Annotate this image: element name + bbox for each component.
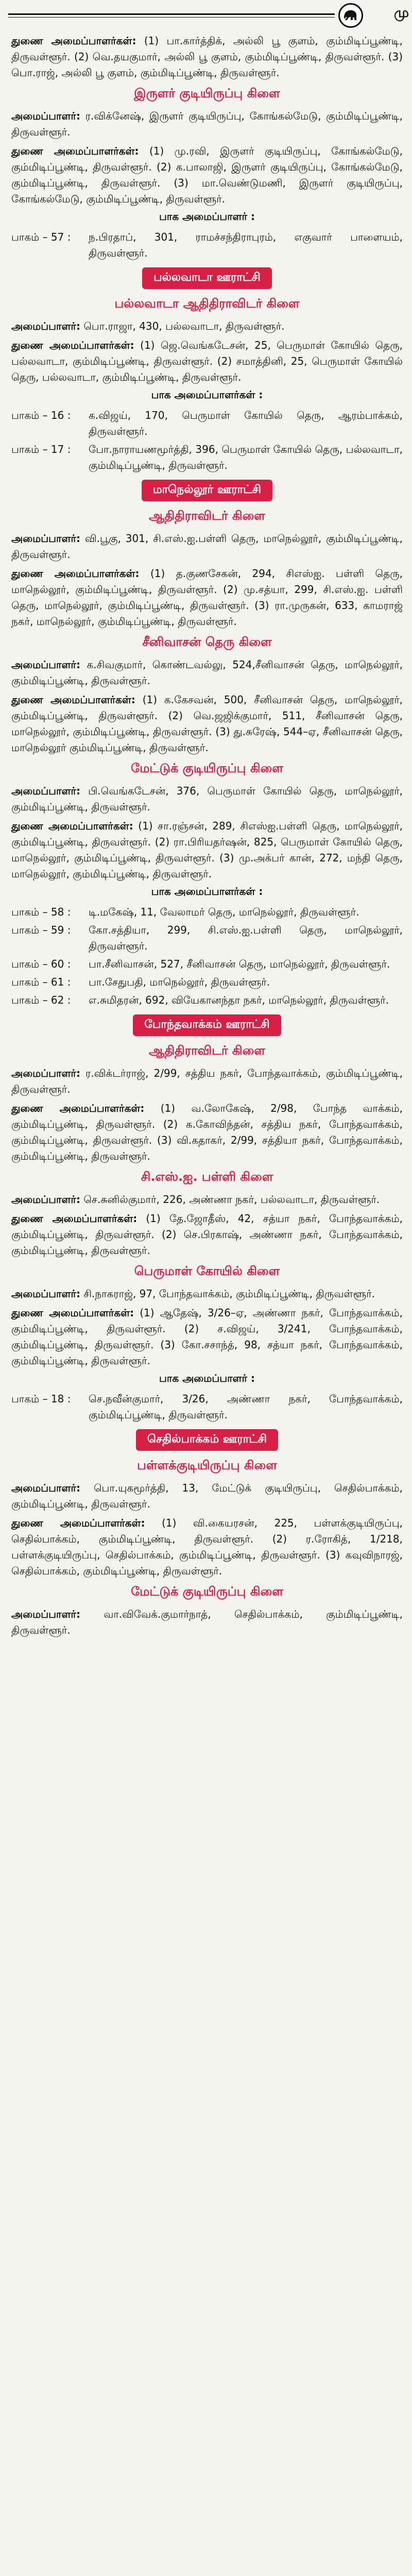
person-details: பொ.யுகமூர்த்தி, 13, மேட்டுக் குடியிருப்பு, செதில்பாக்கம், கும்மிடிப்பூண்டி, திருவள்ளூர்.: [11, 1482, 403, 1510]
person-entry: [11, 337, 403, 385]
person-entry: [11, 1192, 403, 1208]
booth-row: [11, 956, 403, 972]
person-entry: [11, 1286, 403, 1302]
booth-label: பாகம் – 60 :: [11, 958, 71, 970]
person-details: வி.பூகு, 301, சி.எஸ்.ஐ.பள்ளி தெரு, மாநெல்லூர், கும்மிடிப்பூண்டி, திருவள்ளூர்.: [11, 532, 403, 561]
person-details: (1) ஜெ.வெங்கடேசன், 25, பெருமாள் கோயில் தெரு, பல்லவாடா, கும்மிடிப்பூண்டி, திருவள்ளூர். (2) சமாத்தினி, 25, பெருமாள் கோயில் தெரு, பல்லவாடா, கும்மிடிப்பூண்டி, திருவள்ளூர்.: [11, 339, 403, 383]
role-label: துணை அமைப்பாளர்கள்:: [11, 567, 140, 580]
role-label: துணை அமைப்பாளர்கள்:: [11, 1102, 145, 1114]
branch-title: பள்ளக்குடியிருப்பு கிளை: [137, 1458, 277, 1472]
role-label: துணை அமைப்பாளர்கள்:: [11, 1517, 145, 1529]
person-details: சி.நாகராஜ், 97, போந்தவாக்கம், கும்மிடிப்பூண்டி, திருவள்ளூர்.: [83, 1287, 375, 1300]
person-details: (1) ஆதேஷ், 3/26–ஏ, அண்ணா நகர், போந்தவாக்கம், கும்மிடிப்பூண்டி, திருவள்ளூர். (2) ச.விஜய், 3/241, போந்தவாக்கம், கும்மிடிப்பூண்டி, திருவள்ளூர். (3) கோ.சசாந்த், 98, சத்யா நகர், போந்தவாக்கம், கும்மிடிப்பூண்டி, திருவள்ளூர்.: [11, 1307, 403, 1367]
person-entry: [11, 531, 403, 563]
person-entry: [11, 143, 403, 207]
person-details: (1) தே.ஜோதீஸ், 42, சத்யா நகர், போந்தவாக்கம், கும்மிடிப்பூண்டி, திருவள்ளூர். (2) செ.பிரகாஷ், அண்ணா நகர், போந்தவாக்கம், கும்மிடிப்பூண்டி, திருவள்ளூர்.: [11, 1212, 403, 1257]
branch-title: பெருமாள் கோயில் கிளை: [134, 1264, 280, 1278]
person-entry: [11, 1606, 403, 1638]
booth-heading: பாக அமைப்பாளர்கள் :: [151, 388, 263, 401]
booth-label: பாகம் – 16 :: [11, 409, 71, 421]
booth-row: [11, 904, 403, 920]
booth-details: க.விஜய், 170, பெருமாள் கோயில் தெரு, ஆரம்பாக்கம், திருவள்ளூர்.: [89, 409, 403, 437]
role-label: துணை அமைப்பாளர்கள்:: [11, 1307, 134, 1319]
booth-row: [11, 992, 403, 1008]
role-label: துணை அமைப்பாளர்கள்:: [11, 1212, 138, 1225]
person-entry: [11, 318, 403, 334]
branch-title: பல்லவாடா ஆதிதிராவிடர் கிளை: [114, 296, 300, 311]
booth-details: கோ.சத்தியா, 299, சி.எஸ்.ஐ.பள்ளி தெரு, மாநெல்லூர், திருவள்ளூர்.: [89, 924, 403, 952]
role-label: அமைப்பாளர்:: [11, 1482, 80, 1494]
person-details: க.சிவகுமார், கொண்டவல்லு, 524,சீனிவாசன் தெரு, மாநெல்லூர், கும்மிடிப்பூண்டி, திருவள்ளூர்.: [11, 658, 403, 687]
panchayat-heading: [11, 267, 403, 289]
person-entry: [11, 566, 403, 630]
booth-heading: பாக அமைப்பாளர் :: [159, 1372, 255, 1384]
person-entry: [11, 1480, 403, 1512]
booth-heading: பாக அமைப்பாளர் :: [159, 210, 255, 223]
person-details: பி.வெங்கடேசன், 376, பெருமாள் கோயில் தெரு, மாநெல்லூர், கும்மிடிப்பூண்டி, திருவள்ளூர்.: [11, 785, 403, 813]
branch-title: ஆதிதிராவிடர் கிளை: [149, 509, 265, 523]
header-rule: [8, 13, 335, 15]
booth-details: எ.சுமிதரன், 692, வியேகானந்தா நகர், மாநெல்லூர், திருவள்ளூர்.: [89, 994, 389, 1006]
role-label: துணை அமைப்பாளர்கள்:: [11, 693, 135, 706]
role-label: அமைப்பாளர்:: [11, 658, 80, 671]
person-details: (1) க.கேசவன், 500, சீனிவாசன் தெரு, மாநெல்லூர், கும்மிடிப்பூண்டி, திருவள்ளூர். (2) வெ.ஜஜிக்குமார், 511, சீனிவாசன் தெரு, மாநெல்லூர், கும்மிடிப்பூண்டி, திருவள்ளூர். (3) து.சுரேஷ், 544–ஏ, சீனிவாசன் தெரு, மாநெல்லூர் கும்மிடிப்பூண்டி, திருவள்ளூர்.: [11, 693, 403, 754]
role-label: துணை அமைப்பாளர்கள்:: [11, 35, 136, 47]
booth-label: பாகம் – 18 :: [11, 1393, 71, 1405]
role-label: துணை அமைப்பாளர்கள்:: [11, 145, 139, 157]
branch-title: மேட்டுக் குடியிருப்பு கிளை: [131, 761, 283, 775]
role-label: அமைப்பாளர்:: [11, 1193, 80, 1206]
person-details: (1) வி.கையரசன், 225, பள்ளக்குடியிருப்பு, செதில்பாக்கம், கும்மிடிப்பூண்டி, திருவள்ளூர். (2) ர.ரோகித், 1/218, பள்ளக்குடியிருப்பு, செதில்பாக்கம், கும்மிடிப்பூண்டி, திருவள்ளூர். (3) கவுவிநாரஜ், செதில்பாக்கம், கும்மிடிப்பூண்டி, திருவள்ளூர்.: [11, 1517, 403, 1577]
person-details: பொ.ராஜா, 430, பல்லவாடா, திருவள்ளூர்.: [83, 320, 285, 332]
role-label: அமைப்பாளர்:: [11, 1067, 80, 1079]
person-details: செ.சுனில்குமார், 226, அண்ணா நகர், பல்லவாடா, திருவள்ளூர்.: [83, 1193, 380, 1206]
panchayat-title: பல்லவாடா ஊராட்சி: [142, 267, 271, 289]
person-entry: [11, 818, 403, 882]
person-entry: [11, 1065, 403, 1097]
article-body: [11, 33, 403, 1641]
role-label: துணை அமைப்பாளர்கள்:: [11, 339, 134, 351]
booth-details: ந.பிரதாப், 301, ராமச்சந்திராபுரம், எகுவார் பாளையம், திருவள்ளூர்.: [89, 231, 403, 259]
person-details: (1) பா.கார்த்திக், அல்லி பூ குளம், கும்மிடிப்பூண்டி, திருவள்ளூர். (2) வெ.தயகுமார், அல்லி பூ குளம், கும்மிடிப்பூண்டி, திருவள்ளூர். (3) பொ.ராஜ், அல்லி பூ குளம், கும்மிடிப்பூண்டி, திருவள்ளூர்.: [11, 35, 403, 79]
elephant-icon: [342, 8, 358, 22]
person-entry: [11, 783, 403, 815]
booth-details: பா.சீனிவாசன், 527, சீனிவாசன் தெரு, மாநெல்லூர், திருவள்ளூர்.: [89, 958, 390, 970]
person-details: (1) மு.ரவி, இருளர் குடியிருப்பு, கோங்கல்மேடு, கும்மிடிப்பூண்டி, திருவள்ளூர். (2) க.பாலாஜி, இருளர் குடியிருப்பு, கோங்கல்மேடு, கும்மிடிப்பூண்டி, திருவள்ளூர். (3) மா.வெண்டுமணி, இருளர் குடியிருப்பு, கோங்கல்மேடு, கும்மிடிப்பூண்டி, திருவள்ளூர்.: [11, 145, 403, 205]
booth-details: டி.மகேஷ், 11, வேலாமர் தெரு, மாநெல்லூர், திருவள்ளூர்.: [89, 906, 359, 918]
person-entry: [11, 33, 403, 81]
panchayat-heading: [11, 480, 403, 501]
booth-heading: பாக அமைப்பாளர்கள் :: [151, 885, 263, 897]
role-label: அமைப்பாளர்:: [11, 110, 80, 122]
person-entry: [11, 692, 403, 756]
panchayat-title: மாநெல்லூர் ஊராட்சி: [142, 480, 272, 501]
branch-title: மேட்டுக் குடியிருப்பு கிளை: [131, 1584, 283, 1599]
person-details: ர.விக்னேஷ், இருளர் குடியிருப்பு, கோங்கல்மேடு, கும்மிடிப்பூண்டி, திருவள்ளூர்.: [11, 110, 403, 138]
role-label: அமைப்பாளர்:: [11, 1608, 80, 1620]
person-entry: [11, 108, 403, 140]
branch-title: சி.எஸ்.ஐ. பள்ளி கிளை: [141, 1170, 273, 1184]
booth-label: பாகம் – 62 :: [11, 994, 71, 1006]
role-label: துணை அமைப்பாளர்கள்:: [11, 820, 133, 832]
page-header: [0, 0, 412, 29]
person-entry: [11, 1515, 403, 1579]
panchayat-title: செதில்பாக்கம் ஊராட்சி: [136, 1429, 278, 1451]
person-details: வா.விவேக்.குமார்நாத், செதில்பாக்கம், கும்மிடிப்பூண்டி, திருவள்ளூர்.: [11, 1608, 403, 1636]
booth-label: பாகம் – 58 :: [11, 906, 71, 918]
person-details: ர.விக்டர்ராஜ், 2/99, சத்திய நகர், போந்தவாக்கம், கும்மிடிப்பூண்டி, திருவள்ளூர்.: [11, 1067, 403, 1095]
branch-title: ஆதிதிராவிடர் கிளை: [149, 1043, 265, 1058]
header-rule-thin: [8, 17, 335, 18]
booth-label: பாகம் – 61 :: [11, 976, 71, 988]
person-entry: [11, 1211, 403, 1259]
booth-label: பாகம் – 57 :: [11, 231, 71, 243]
party-logo-icon: [338, 3, 363, 28]
booth-details: போ.நாராயணமூர்த்தி, 396, பெருமாள் கோயில் தெரு, பல்லவாடா, கும்மிடிப்பூண்டி, திருவள்ளூர்.: [89, 443, 403, 471]
page-header-label: மு: [394, 5, 409, 21]
panchayat-title: போந்தவாக்கம் ஊராட்சி: [133, 1014, 281, 1036]
booth-label: பாகம் – 17 :: [11, 443, 71, 455]
role-label: அமைப்பாளர்:: [11, 532, 80, 545]
person-entry: [11, 1305, 403, 1369]
booth-row: [11, 1391, 403, 1423]
role-label: அமைப்பாளர்:: [11, 320, 80, 332]
person-details: (1) வ.லோகேஷ், 2/98, போந்த வாக்கம், கும்மிடிப்பூண்டி, திருவள்ளூர். (2) க.கோவிந்தன், சத்திய நகர், போந்தவாக்கம், கும்மிடிப்பூண்டி, திருவள்ளூர். (3) வி.கதாகர், 2/99, சத்தியா நகர், போந்தவாக்கம், கும்மிடிப்பூண்டி, திருவள்ளூர்.: [11, 1102, 403, 1162]
booth-row: [11, 922, 403, 954]
booth-row: [11, 408, 403, 439]
booth-details: பா.சேதுபதி, மாநெல்லூர், திருவள்ளூர்.: [89, 976, 270, 988]
person-entry: [11, 657, 403, 689]
role-label: அமைப்பாளர்:: [11, 1287, 80, 1300]
booth-row: [11, 229, 403, 261]
person-details: (1) சா.ரஞ்சன், 289, சிஎஸ்ஐ.பள்ளி தெரு, மாநெல்லூர், கும்மிடிப்பூண்டி, திருவள்ளூர். (2) ரா.பிரியதர்ஷன், 825, பெருமாள் கோயில் தெரு, மாநெல்லூர், கும்மிடிப்பூண்டி, திருவள்ளூர். (3) மு.அக்பர் கான், 272, மந்தி தெரு, மாநெல்லூர், கும்மிடிப்பூண்டி, திருவள்ளூர்.: [11, 820, 403, 880]
panchayat-heading: [11, 1014, 403, 1036]
person-entry: [11, 1100, 403, 1164]
branch-title: இருளர் குடியிருப்பு கிளை: [134, 86, 280, 100]
booth-label: பாகம் – 59 :: [11, 924, 71, 936]
person-details: (1) த.குணசேகன், 294, சிஎஸ்ஐ. பள்ளி தெரு, மாநெல்லூர், கும்மிடிப்பூண்டி, திருவள்ளூர். (2) மு.சத்யா, 299, சி.எஸ்.ஐ. பள்ளி தெரு, மாநெல்லூர், கும்மிடிப்பூண்டி, திருவள்ளூர். (3) ரா.முருகன், 633, காமராஜ் நகர், மாநெல்லூர், கும்மிடிப்பூண்டி, திருவள்ளூர்.: [11, 567, 403, 628]
booth-details: செ.நவீன்குமார், 3/26, அண்ணா நகர், போந்தவாக்கம், கும்மிடிப்பூண்டி, திருவள்ளூர்.: [89, 1393, 403, 1421]
booth-row: [11, 442, 403, 473]
branch-title: சீனிவாசன் தெரு கிளை: [142, 635, 272, 649]
role-label: அமைப்பாளர்:: [11, 785, 80, 797]
booth-row: [11, 974, 403, 990]
panchayat-heading: [11, 1429, 403, 1451]
